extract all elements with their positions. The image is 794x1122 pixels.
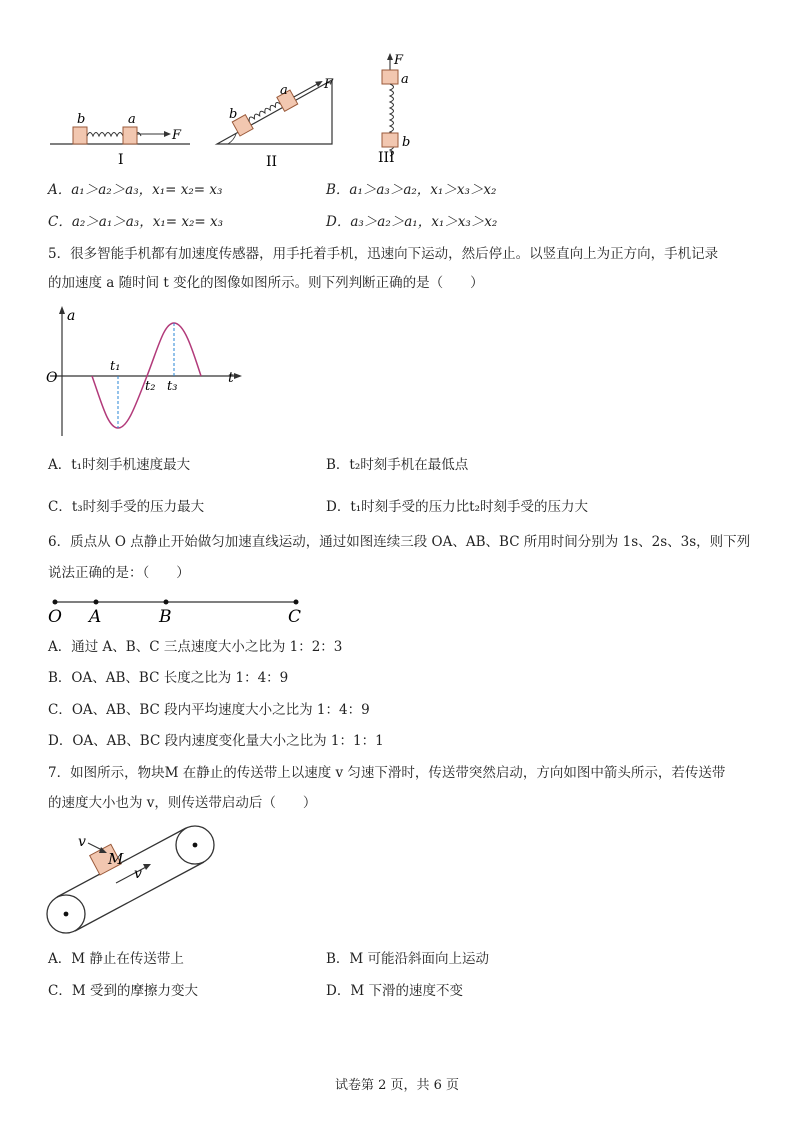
arrow-icon — [387, 53, 393, 60]
block-b — [73, 127, 87, 144]
x-axis-arrow-icon — [234, 373, 242, 379]
q6-option-d[interactable]: D．OA、AB、BC 段内速度变化量大小之比为 1：1：1 — [48, 733, 384, 749]
svg-text:t: t — [228, 370, 234, 386]
svg-text:a: a — [401, 72, 409, 87]
point-a — [94, 600, 99, 605]
svg-text:O: O — [48, 607, 62, 627]
q4-option-a[interactable]: A．a₁＞a₂＞a₃，x₁= x₂= x₃ — [48, 182, 223, 198]
q7-option-d[interactable]: D．M 下滑的速度不变 — [326, 983, 463, 999]
q5-acceleration-graph — [40, 300, 250, 440]
q6-stem-line2: 说法正确的是：（ ） — [48, 565, 190, 581]
svg-text:b: b — [402, 135, 411, 150]
svg-text:b: b — [77, 112, 86, 127]
q5-option-d[interactable]: D．t₁时刻手受的压力比t₂时刻手受的压力大 — [326, 499, 588, 515]
svg-text:F: F — [324, 77, 334, 92]
arrow-icon — [164, 131, 171, 137]
y-axis-arrow-icon — [59, 306, 65, 314]
q6-option-a[interactable]: A．通过 A、B、C 三点速度大小之比为 1：2：3 — [48, 639, 343, 655]
svg-text:I: I — [118, 152, 124, 168]
q5-stem-line2: 的加速度 a 随时间 t 变化的图像如图所示。则下列判断正确的是（ ） — [48, 275, 484, 291]
q5-option-c[interactable]: C．t₃时刻手受的压力最大 — [48, 499, 205, 515]
svg-text:v: v — [78, 834, 86, 850]
q4-option-d[interactable]: D．a₃＞a₂＞a₁，x₁＞x₃＞x₂ — [326, 214, 498, 230]
q4-option-b[interactable]: B．a₁＞a₃＞a₂，x₁＞x₃＞x₂ — [326, 182, 497, 198]
svg-text:a: a — [280, 83, 288, 98]
block-a — [382, 70, 398, 84]
block-b — [382, 133, 398, 147]
svg-text:A: A — [89, 607, 102, 627]
q7-stem-line2: 的速度大小也为 v，则传送带启动后（ ） — [48, 795, 317, 811]
q5-option-a[interactable]: A．t₁时刻手机速度最大 — [48, 457, 191, 473]
figure-II — [217, 74, 334, 170]
point-o — [53, 600, 58, 605]
q7-option-c[interactable]: C．M 受到的摩擦力变大 — [48, 983, 198, 999]
q4-option-c[interactable]: C．a₂＞a₁＞a₃，x₁= x₂= x₃ — [48, 214, 223, 230]
q6-line-diagram — [40, 590, 320, 630]
point-b — [164, 600, 169, 605]
q7-conveyor-figure — [40, 820, 230, 940]
q7-stem-line1: 7．如图所示，物块M 在静止的传送带上以速度 v 匀速下滑时，传送带突然启动，方向如图中箭头所示，若传送带 — [48, 765, 726, 781]
svg-text:a: a — [128, 112, 136, 127]
figure-III — [378, 53, 410, 166]
q6-option-b[interactable]: B．OA、AB、BC 长度之比为 1：4：9 — [48, 670, 289, 686]
svg-text:C: C — [288, 607, 302, 627]
svg-text:III: III — [378, 150, 395, 166]
q6-option-c[interactable]: C．OA、AB、BC 段内平均速度大小之比为 1：4：9 — [48, 702, 370, 718]
point-c — [294, 600, 299, 605]
svg-text:t₃: t₃ — [167, 379, 178, 394]
q5-option-b[interactable]: B．t₂时刻手机在最低点 — [326, 457, 469, 473]
svg-text:a: a — [67, 308, 76, 324]
q7-option-b[interactable]: B．M 可能沿斜面向上运动 — [326, 951, 490, 967]
q4-figures — [40, 50, 480, 170]
svg-text:O: O — [46, 370, 58, 386]
svg-text:F: F — [394, 53, 404, 68]
svg-text:b: b — [229, 107, 238, 122]
svg-text:F: F — [172, 128, 182, 143]
svg-text:v: v — [134, 866, 142, 882]
svg-text:II: II — [266, 154, 278, 170]
page-footer: 试卷第 2 页，共 6 页 — [334, 1078, 460, 1093]
belt-velocity-arrow-icon — [143, 864, 151, 870]
block-a — [123, 127, 137, 144]
svg-text:t₁: t₁ — [110, 359, 121, 374]
q5-stem-line1: 5．很多智能手机都有加速度传感器，用手托着手机，迅速向下运动，然后停止。以竖直向上为正方向，手机记录 — [48, 246, 719, 262]
q6-stem-line1: 6．质点从 O 点静止开始做匀加速直线运动，通过如图连续三段 OA、AB、BC 所用时间分别为 1s、2s、3s，则下列 — [48, 534, 751, 550]
q7-option-a[interactable]: A．M 静止在传送带上 — [48, 951, 184, 967]
figure-I — [50, 112, 190, 168]
svg-text:B: B — [159, 607, 172, 627]
svg-text:t₂: t₂ — [145, 379, 156, 394]
svg-text:M: M — [108, 850, 124, 868]
